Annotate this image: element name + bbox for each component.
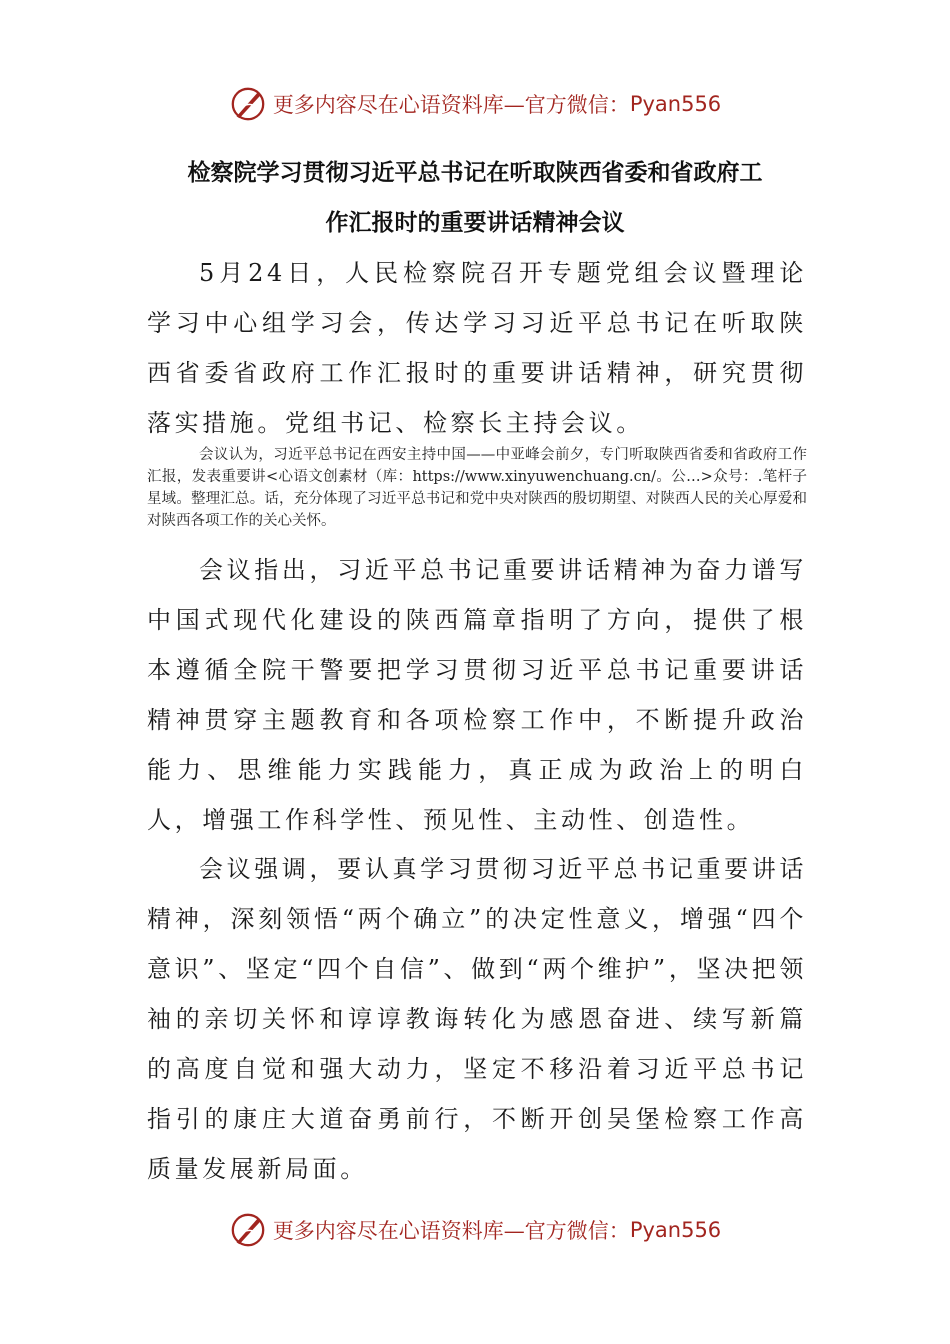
title-line-1: 检察院学习贯彻习近平总书记在听取陕西省委和省政府工 <box>187 160 763 186</box>
footer-banner <box>0 1208 950 1252</box>
paragraph-4: 会议强调，要认真学习贯彻习近平总书记重要讲话精神，深刻领悟“两个确立”的决定性意义，增强“四个意识”、坚定“四个自信”、做到“两个维护”，坚决把领袖的亲切关怀和谆谆教诲转化为感恩奋进、续写新篇的高度自觉和强大动力，坚定不移沿着习近平总书记指引的康庄大道奋勇前行，不断开创吴堡检察工作高质量发展新局面。 <box>147 855 807 1183</box>
footer-banner-wechat-id: Pyan556 <box>629 1218 722 1242</box>
pen-logo-icon <box>229 85 267 123</box>
paragraph-1: 5月24日，人民检察院召开专题党组会议暨理论学习中心组学习会，传达学习习近平总书记在听取陕西省委省政府工作汇报时的重要讲话精神，研究贯彻落实措施。党组书记、检察长主持会议。 <box>147 259 807 437</box>
banner-wechat-id: Pyan556 <box>629 92 722 116</box>
footer-banner-text: 更多内容尽在心语资料库—官方微信： <box>272 1219 630 1243</box>
header-banner <box>0 82 950 126</box>
title-line-2: 作汇报时的重要讲话精神会议 <box>325 210 625 236</box>
banner-text: 更多内容尽在心语资料库—官方微信： <box>272 93 630 117</box>
paragraph-3: 会议指出，习近平总书记重要讲话精神为奋力谱写中国式现代化建设的陕西篇章指明了方向，提供了根本遵循全院干警要把学习贯彻习近平总书记重要讲话精神贯穿主题教育和各项检察工作中，不断提升政治能力、思维能力实践能力，真正成为政治上的明白人，增强工作科学性、预见性、主动性、创造性。 <box>147 556 807 834</box>
paragraph-2-small: 会议认为，习近平总书记在西安主持中国——中亚峰会前夕，专门听取陕西省委和省政府工作汇报，发表重要讲<心语文创素材（库：https://www.xinyuwenchuang.cn/。公…>众号：.笔杆子星域。整理汇总。话，充分体现了习近平总书记和党中央对陕西的殷切期望、对陕西人民的关心厚爱和对陕西各项工作的关心关怀。 <box>147 447 807 529</box>
pen-logo-icon <box>229 1211 267 1249</box>
document-title <box>140 148 810 248</box>
